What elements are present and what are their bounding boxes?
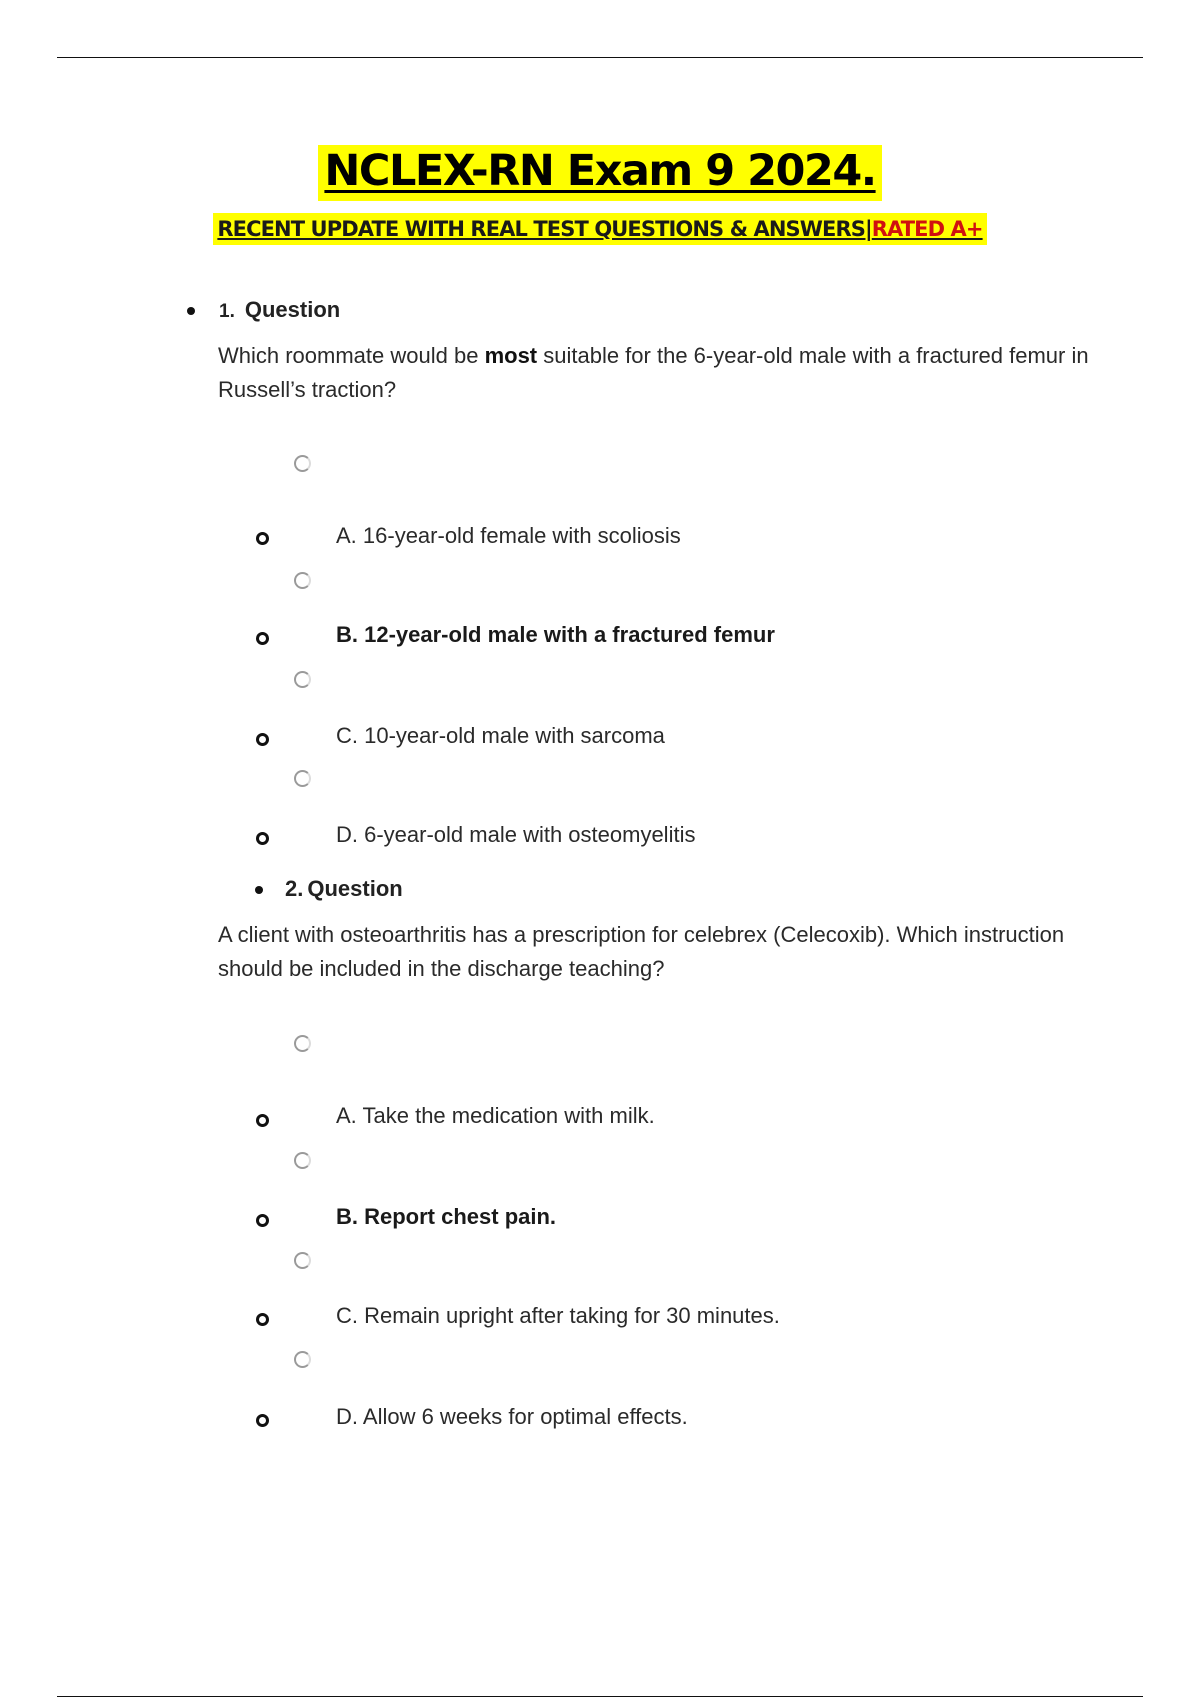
q1-option-a[interactable]: A. 16-year-old female with scoliosis: [336, 523, 681, 548]
option-radio[interactable]: [294, 1252, 311, 1269]
subtitle-block: [0, 213, 1200, 245]
option-radio[interactable]: [294, 572, 311, 589]
bullet-icon: [255, 886, 263, 894]
top-rule: [57, 57, 1143, 58]
question-text-part: Which roommate would be: [218, 343, 485, 368]
question-label: Question: [307, 876, 403, 901]
q2-option-a[interactable]: A. Take the medication with milk.: [336, 1103, 655, 1128]
q2-option-d[interactable]: D. Allow 6 weeks for optimal effects.: [336, 1404, 688, 1429]
question-text-emphasis: most: [484, 343, 538, 368]
q1-option-d[interactable]: D. 6-year-old male with osteomyelitis: [336, 822, 696, 847]
option-radio[interactable]: [294, 1035, 311, 1052]
q1-option-b-correct[interactable]: B. 12-year-old male with a fractured femur: [336, 622, 775, 647]
question-1-heading: [187, 297, 340, 323]
subtitle-rating: RATED A+: [871, 217, 983, 241]
question-text-part: suitable for the 6-year-old male with a fractured femur in Russell’s traction?: [218, 343, 1089, 402]
option-bullet-icon: [256, 832, 269, 845]
document-subtitle: [213, 213, 986, 245]
question-number: 2.: [285, 876, 304, 901]
option-bullet-icon: [256, 1414, 269, 1427]
bottom-rule: [57, 1696, 1143, 1697]
option-radio[interactable]: [294, 455, 311, 472]
option-radio[interactable]: [294, 1152, 311, 1169]
question-2-heading: [255, 876, 403, 902]
option-bullet-icon: [256, 733, 269, 746]
question-1-text: [218, 339, 1098, 407]
option-radio[interactable]: [294, 1351, 311, 1368]
q1-option-c[interactable]: C. 10-year-old male with sarcoma: [336, 723, 665, 748]
subtitle-main: RECENT UPDATE WITH REAL TEST QUESTIONS & ANSWERS|: [217, 217, 872, 241]
option-bullet-icon: [256, 1214, 269, 1227]
q2-option-b-correct[interactable]: B. Report chest pain.: [336, 1204, 557, 1229]
option-radio[interactable]: [294, 671, 311, 688]
question-2-text: A client with osteoarthritis has a prescription for celebrex (Celecoxib). Which instruction should be included in the discharge teaching?: [218, 922, 1065, 981]
document-title: NCLEX-RN Exam 9 2024.: [318, 145, 881, 201]
title-block: [0, 145, 1200, 201]
option-bullet-icon: [256, 1313, 269, 1326]
question-label: Question: [244, 297, 341, 322]
option-bullet-icon: [256, 532, 269, 545]
question-number: 1.: [219, 301, 235, 322]
option-bullet-icon: [256, 632, 269, 645]
option-bullet-icon: [256, 1114, 269, 1127]
q2-option-c[interactable]: C. Remain upright after taking for 30 minutes.: [336, 1303, 780, 1328]
bullet-icon: [187, 307, 195, 315]
option-radio[interactable]: [294, 770, 311, 787]
